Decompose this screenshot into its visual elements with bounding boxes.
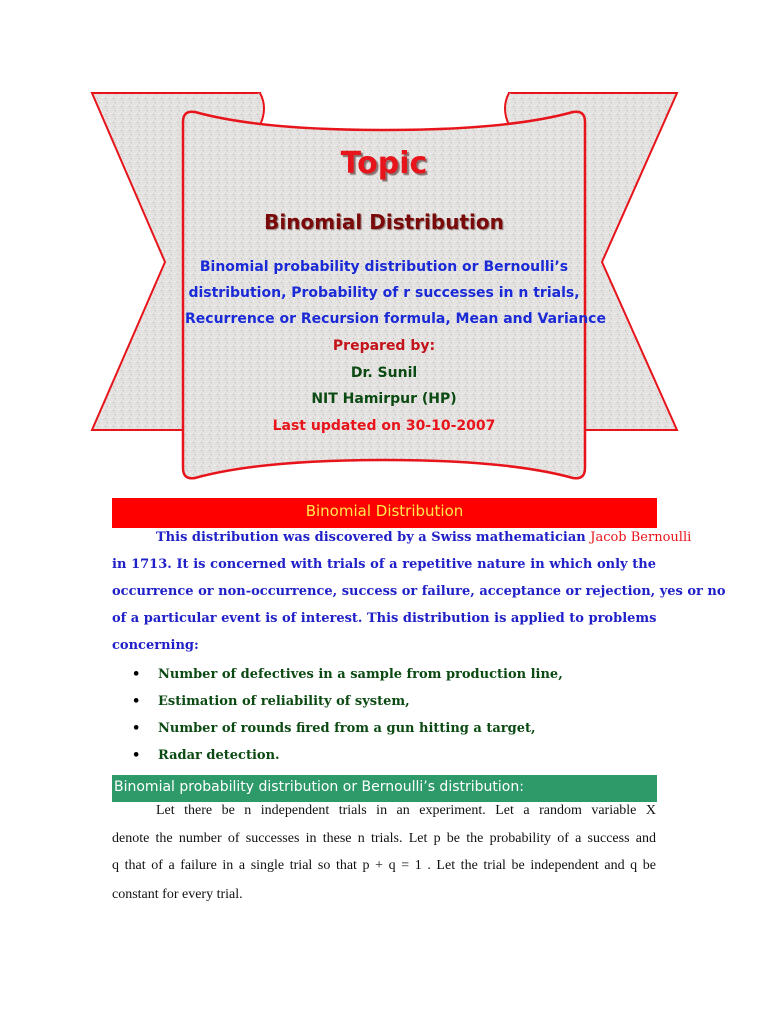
list-item — [132, 693, 410, 711]
body-paragraph-line: Let there be n independent trials in an experiment. Let a random variable X — [156, 803, 656, 818]
banner-description-line: Recurrence or Recursion formula, Mean and Variance — [185, 311, 606, 327]
bullet-icon: • — [132, 721, 141, 736]
last-updated-date: Last updated on 30-10-2007 — [272, 418, 496, 434]
intro-paragraph-line: in 1713. It is concerned with trials of a repetitive nature in which only the — [112, 557, 656, 572]
intro-paragraph-line — [112, 529, 692, 547]
banner-description-line: Binomial probability distribution or Bernoulli’s — [199, 259, 569, 275]
list-item — [132, 720, 536, 738]
list-item-text: Number of rounds fired from a gun hitting a target, — [158, 721, 536, 736]
list-item-text: Estimation of reliability of system, — [158, 694, 410, 709]
author-name: Dr. Sunil — [350, 365, 418, 381]
intro-paragraph-line: of a particular event is of interest. This distribution is applied to problems — [112, 611, 657, 626]
banner-description-line: distribution, Probability of r successes in n trials, — [188, 285, 580, 301]
list-item — [132, 747, 280, 765]
bullet-icon: • — [132, 667, 141, 682]
body-paragraph-line: constant for every trial. — [112, 887, 243, 902]
banner-subtitle: Binomial Distribution — [264, 210, 504, 234]
section-heading-binomial-distribution: Binomial Distribution — [112, 498, 657, 528]
bullet-icon: • — [132, 694, 141, 709]
intro-paragraph-line: occurrence or non-occurrence, success or failure, acceptance or rejection, yes or no — [112, 584, 726, 599]
banner-title: Topic — [340, 146, 428, 181]
list-item — [132, 666, 563, 684]
prepared-by-label: Prepared by: — [332, 338, 436, 354]
intro-paragraph-line: concerning: — [112, 638, 199, 653]
jacob-bernoulli-name: Jacob Bernoulli — [590, 530, 692, 545]
section-heading-bernoulli-distribution: Binomial probability distribution or Bernoulli’s distribution: — [112, 775, 657, 802]
body-paragraph-line: q that of a failure in a single trial so that p + q = 1 . Let the trial be independent and q be — [112, 858, 656, 873]
list-item-text: Radar detection. — [158, 748, 280, 763]
intro-text: This distribution was discovered by a Swiss mathematician — [156, 530, 586, 545]
bullet-icon: • — [132, 748, 141, 763]
body-paragraph-line: denote the number of successes in these n trials. Let p be the probability of a success and — [112, 831, 656, 846]
institution-name: NIT Hamirpur (HP) — [311, 391, 457, 407]
list-item-text: Number of defectives in a sample from production line, — [158, 667, 563, 682]
